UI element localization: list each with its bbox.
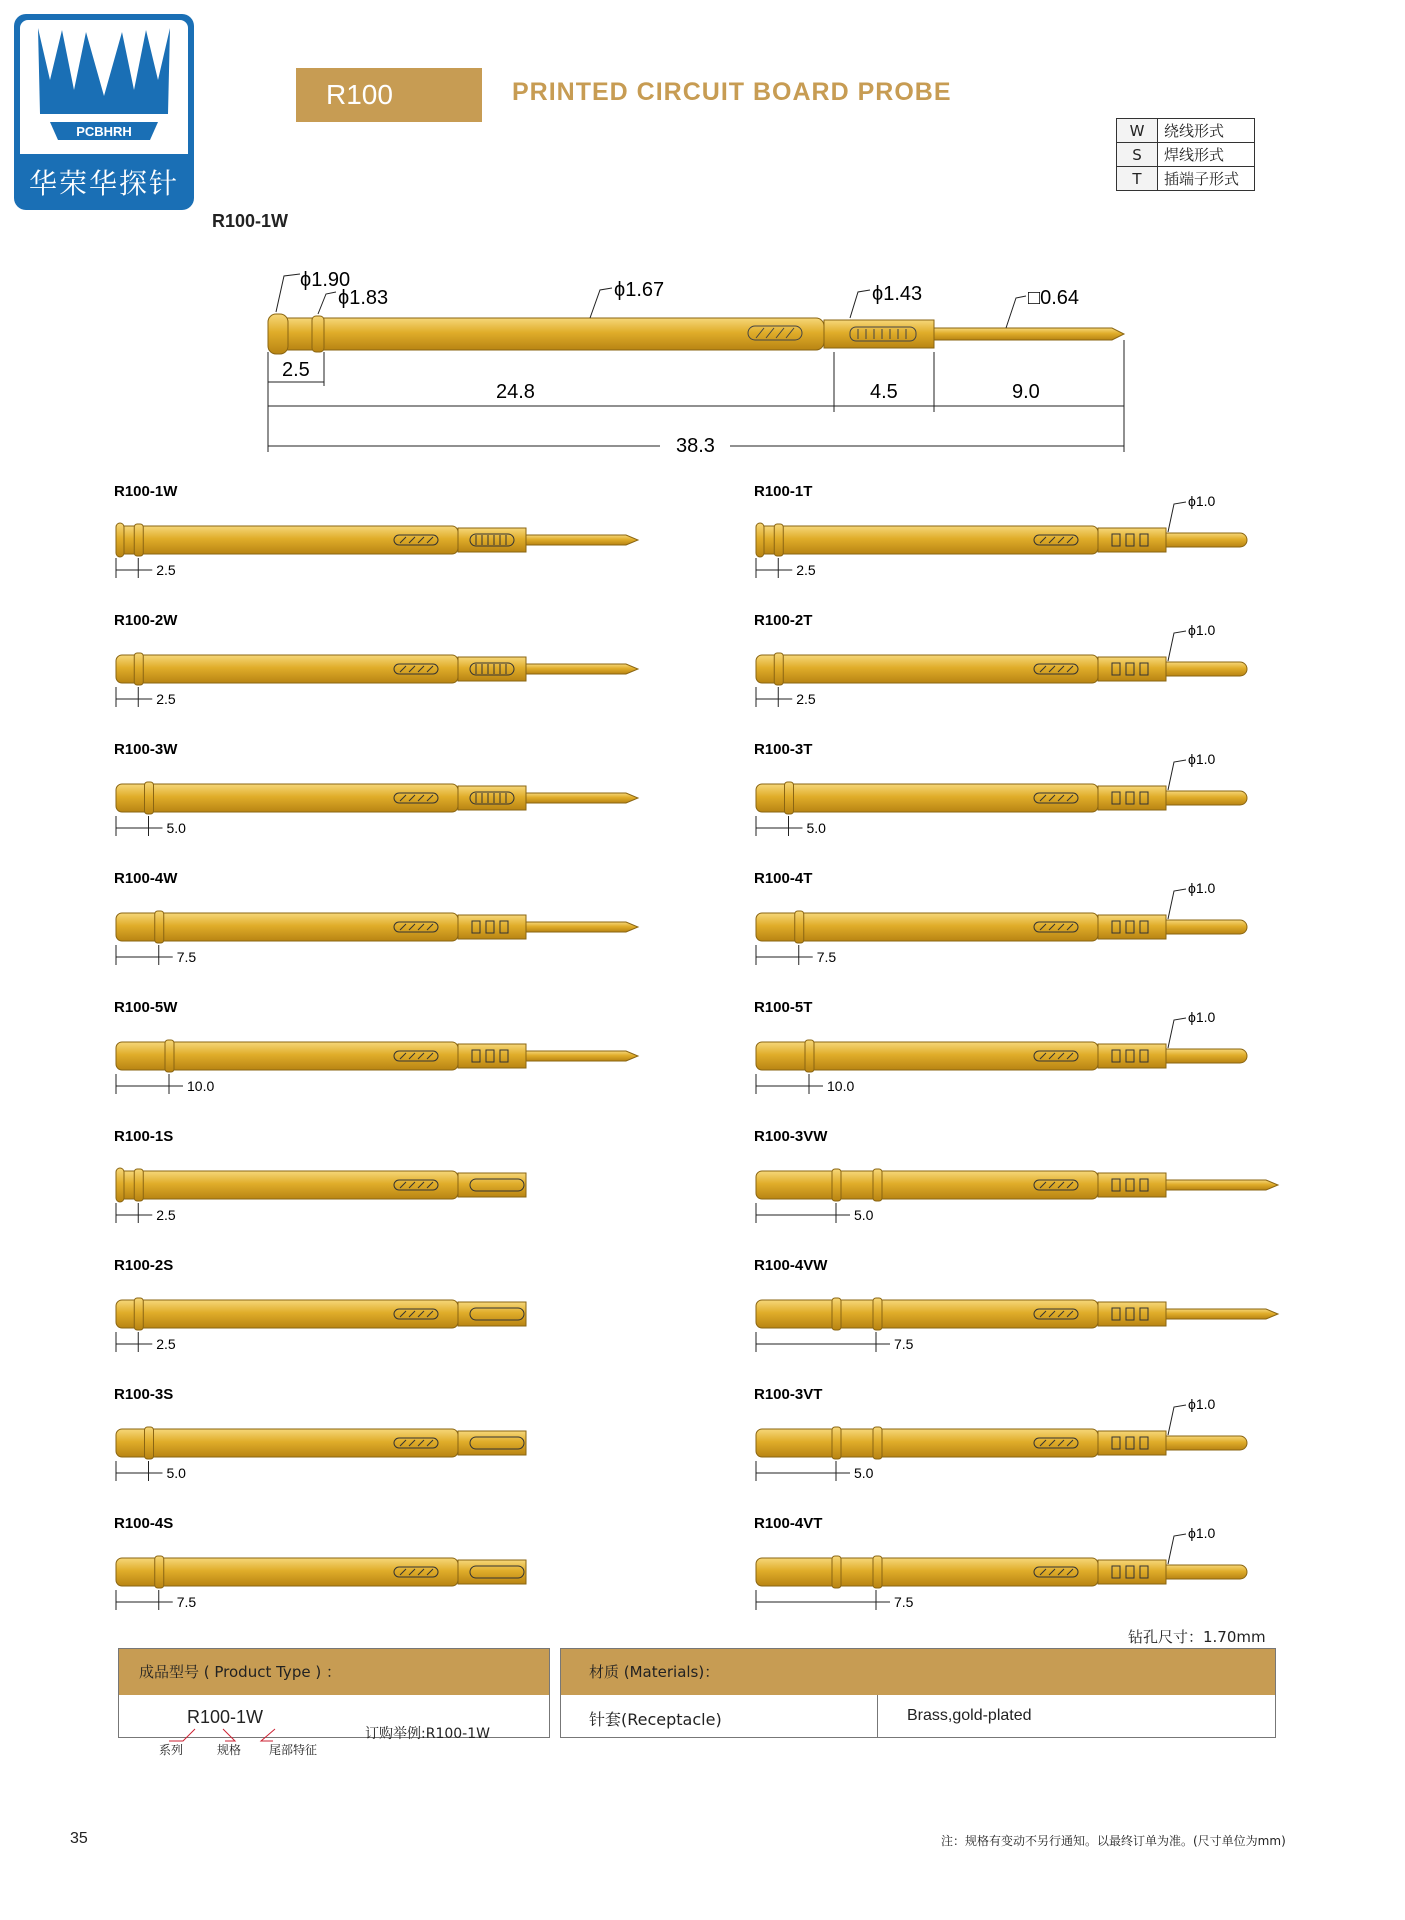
probe-item (754, 612, 1247, 707)
tail-section (458, 1560, 526, 1584)
probe-label: R100-2S (114, 1257, 174, 1274)
collar-distance: 7.5 (894, 1594, 914, 1610)
main-probe-drawing (0, 0, 1405, 470)
collar-distance: 2.5 (156, 691, 176, 707)
collar-distance: 5.0 (166, 820, 186, 836)
terminal-pin (1166, 533, 1247, 547)
code-part-series: 系列 (159, 1743, 184, 1757)
legend-code: S (1117, 143, 1158, 167)
probe-collar (165, 1040, 174, 1072)
materials-divider (877, 1695, 878, 1737)
terminal-pin (1166, 1049, 1247, 1063)
probe-label: R100-5T (754, 999, 813, 1016)
tail-section (458, 915, 526, 939)
series-badge: R100 (296, 68, 482, 122)
len-2-5: 2.5 (282, 359, 310, 381)
collar-distance: 7.5 (816, 949, 837, 965)
probe-tip (1166, 1309, 1278, 1319)
terminal-pin (1166, 662, 1247, 676)
collar-distance: 5.0 (166, 1465, 186, 1481)
product-type-header: 成品型号 ( Product Type ) ： (119, 1649, 549, 1695)
page-number: 35 (70, 1830, 88, 1847)
collar-distance: 2.5 (796, 562, 816, 578)
probe-item (754, 870, 1247, 965)
dia-barrel-text: ϕ1.67 (614, 279, 665, 301)
probe-item (754, 1257, 1278, 1352)
code-part-spec: 规格 (217, 1743, 242, 1757)
materials-value: Brass,gold-plated (907, 1707, 1032, 1724)
pin-diameter: ϕ1.0 (1188, 1525, 1216, 1541)
probe-collar (795, 911, 804, 943)
svg-text:PCBHRH: PCBHRH (76, 124, 132, 139)
len-4-5: 4.5 (870, 381, 898, 403)
legend-label: 绕线形式 (1158, 119, 1255, 143)
tail-section (458, 1173, 526, 1197)
probe-collar (873, 1298, 882, 1330)
probe-body (756, 526, 1098, 554)
collar-distance: 10.0 (827, 1078, 855, 1094)
tail-section (458, 528, 526, 552)
probe-label: R100-4S (114, 1515, 174, 1532)
tail-section (1098, 1431, 1166, 1455)
page-title: PRINTED CIRCUIT BOARD PROBE (512, 78, 952, 106)
probe-collar (873, 1169, 882, 1201)
product-type-box (118, 1648, 550, 1757)
probe-collar (832, 1298, 841, 1330)
probe-barrel (268, 318, 824, 350)
tail-section (1098, 657, 1166, 681)
probe-body (756, 784, 1098, 812)
collar-distance: 5.0 (854, 1465, 874, 1481)
len-38-3: 38.3 (676, 435, 715, 457)
probe-collar (774, 524, 783, 556)
legend-label: 焊线形式 (1158, 143, 1255, 167)
pin-diameter: ϕ1.0 (1188, 493, 1216, 509)
probe-label: R100-4VT (754, 1515, 823, 1532)
pin-diameter: ϕ1.0 (1188, 622, 1216, 638)
probe-body (756, 655, 1098, 683)
probe-label: R100-1S (114, 1128, 174, 1145)
terminal-pin (1166, 920, 1247, 934)
probe-item (754, 999, 1247, 1094)
probe-collar (145, 782, 154, 814)
legend-label: 插端子形式 (1158, 167, 1255, 191)
code-part-tail: 尾部特征 (269, 1743, 318, 1757)
probe-item (754, 741, 1247, 836)
probe-collar (805, 1040, 814, 1072)
probe-body (756, 913, 1098, 941)
probe-body (756, 1171, 1098, 1199)
probe-item (114, 1257, 526, 1352)
probe-item (114, 741, 638, 836)
probe-collar (312, 316, 324, 352)
probe-tail-section (824, 320, 934, 348)
probe-label: R100-2W (114, 612, 178, 629)
collar-distance: 7.5 (176, 949, 197, 965)
collar-distance: 2.5 (156, 1207, 176, 1223)
probe-collar (134, 653, 143, 685)
probe-collar (134, 1298, 143, 1330)
order-example: 订购举例:R100-1W (365, 1726, 490, 1742)
probe-label: R100-3W (114, 741, 178, 758)
probe-item (754, 1128, 1278, 1223)
probe-tip (526, 1051, 638, 1061)
len-24-8: 24.8 (496, 381, 535, 403)
footer-note: 注：规格有变动不另行通知。以最终订单为准。(尺寸单位为mm) (941, 1834, 1286, 1848)
tail-section (458, 657, 526, 681)
probe-tip (526, 664, 638, 674)
probe-item (754, 1515, 1247, 1610)
probe-label: R100-5W (114, 999, 178, 1016)
collar-distance: 7.5 (176, 1594, 197, 1610)
probe-head-ring (268, 314, 288, 354)
probe-collar (785, 782, 794, 814)
probe-collar (134, 1169, 143, 1201)
tail-section (458, 1044, 526, 1068)
probe-item (754, 483, 1247, 578)
probe-item (114, 870, 638, 965)
collar-distance: 5.0 (806, 820, 826, 836)
probe-label: R100-3VT (754, 1386, 823, 1403)
collar-distance: 2.5 (156, 562, 176, 578)
probe-collar (832, 1169, 841, 1201)
dia-collar-text: ϕ1.83 (338, 287, 389, 309)
tail-section (1098, 1302, 1166, 1326)
probe-label: R100-2T (754, 612, 813, 629)
probe-collar (774, 653, 783, 685)
probe-item (114, 999, 638, 1094)
head-ring (756, 523, 764, 557)
probe-label: R100-1W (114, 483, 178, 500)
probe-body (116, 1171, 458, 1199)
probe-tip (526, 535, 638, 545)
tail-section (458, 1431, 526, 1455)
dia-tail-text: ϕ1.43 (872, 283, 923, 305)
probe-tip (934, 328, 1124, 340)
probe-item (114, 1386, 526, 1481)
probe-body (756, 1300, 1098, 1328)
legend-code: T (1117, 167, 1158, 191)
legend-code: W (1117, 119, 1158, 143)
logo-chinese-name: 华荣华探针 (28, 167, 179, 200)
tail-section (1098, 786, 1166, 810)
pin-diameter: ϕ1.0 (1188, 1009, 1216, 1025)
probe-collar (155, 911, 164, 943)
tail-section (1098, 1044, 1166, 1068)
pin-diameter: ϕ1.0 (1188, 880, 1216, 896)
dia-head-text: ϕ1.90 (300, 269, 351, 291)
pin-diameter: ϕ1.0 (1188, 1396, 1216, 1412)
tail-section (1098, 915, 1166, 939)
tail-section (1098, 528, 1166, 552)
probe-collar (832, 1556, 841, 1588)
probe-body (116, 1300, 458, 1328)
tail-section (458, 1302, 526, 1326)
tail-section (1098, 1173, 1166, 1197)
probe-body (116, 784, 458, 812)
collar-distance: 7.5 (894, 1336, 914, 1352)
probe-body (116, 655, 458, 683)
probe-label: R100-3S (114, 1386, 174, 1403)
probe-collar (155, 1556, 164, 1588)
len-9-0: 9.0 (1012, 381, 1040, 403)
probe-tip (526, 922, 638, 932)
probe-tip (526, 793, 638, 803)
probe-item (114, 1515, 526, 1610)
collar-distance: 2.5 (796, 691, 816, 707)
probe-label: R100-4T (754, 870, 813, 887)
materials-box (560, 1648, 1276, 1738)
probe-body (756, 1429, 1098, 1457)
probe-tip (1166, 1180, 1278, 1190)
example-code: R100-1W (187, 1707, 264, 1727)
probe-label: R100-1T (754, 483, 813, 500)
collar-distance: 5.0 (854, 1207, 874, 1223)
terminal-pin (1166, 791, 1247, 805)
tail-section (1098, 1560, 1166, 1584)
materials-header: 材质 (Materials)： (561, 1649, 1275, 1695)
head-ring (116, 1168, 124, 1202)
probe-body (116, 913, 458, 941)
probe-label: R100-4W (114, 870, 178, 887)
drill-size: 钻孔尺寸：1.70mm (1128, 1628, 1266, 1646)
probe-item (114, 1128, 526, 1223)
probe-collar (832, 1427, 841, 1459)
pin-diameter: ϕ1.0 (1188, 751, 1216, 767)
probe-variant-list (0, 480, 1405, 1640)
head-ring (116, 523, 124, 557)
tip-size-text: □0.64 (1028, 287, 1080, 309)
probe-collar (134, 524, 143, 556)
probe-item (754, 1386, 1247, 1481)
probe-body (116, 1429, 458, 1457)
probe-item (114, 612, 638, 707)
terminal-pin (1166, 1565, 1247, 1579)
probe-body (756, 1558, 1098, 1586)
main-drawing-label: R100-1W (212, 211, 289, 231)
terminal-pin (1166, 1436, 1247, 1450)
probe-body (116, 526, 458, 554)
probe-label: R100-3VW (754, 1128, 828, 1145)
tail-section (458, 786, 526, 810)
probe-item (114, 483, 638, 578)
probe-body (116, 1558, 458, 1586)
probe-label: R100-4VW (754, 1257, 828, 1274)
probe-collar (873, 1427, 882, 1459)
collar-distance: 10.0 (187, 1078, 215, 1094)
probe-collar (873, 1556, 882, 1588)
materials-item: 针套(Receptacle) (589, 1710, 722, 1729)
collar-distance: 2.5 (156, 1336, 176, 1352)
probe-collar (145, 1427, 154, 1459)
probe-label: R100-3T (754, 741, 813, 758)
